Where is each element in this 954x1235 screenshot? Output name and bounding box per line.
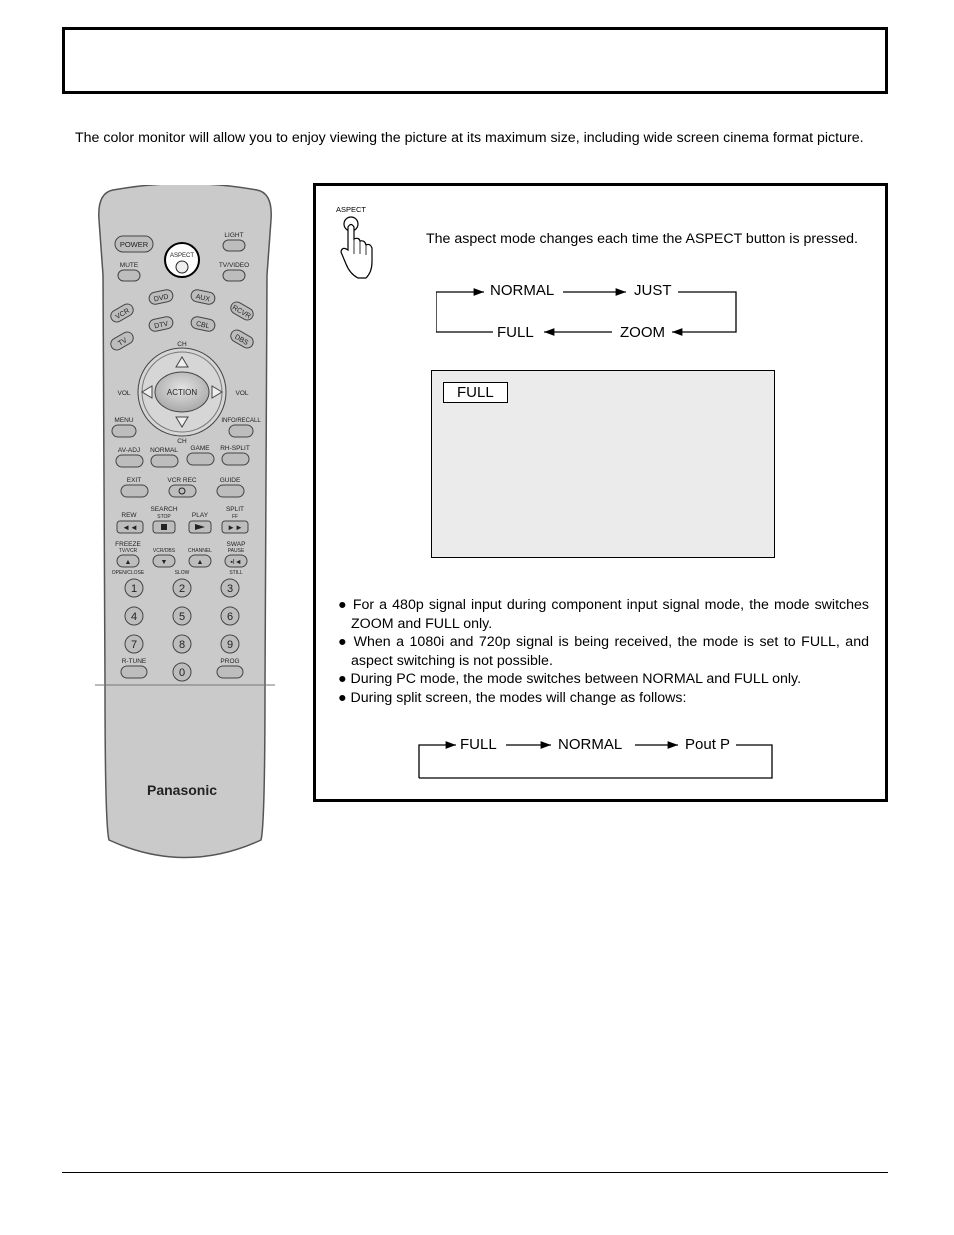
remote-control (85, 185, 285, 875)
mute-label: MUTE (119, 262, 139, 269)
menu-button[interactable] (112, 425, 136, 437)
ff-icon: ►► (227, 523, 243, 532)
light-label: LIGHT (224, 232, 244, 239)
game-label: GAME (190, 445, 210, 452)
note-text: For a 480p signal input during component input signal mode, the mode switches ZOOM and FULL only. (351, 597, 869, 632)
dbs-label: DBS (233, 333, 250, 347)
split-normal-label: NORMAL (558, 736, 623, 753)
digit-0-label: 0 (178, 667, 186, 679)
tv-label: TV (117, 337, 129, 348)
note-item: ● For a 480p signal input during component input signal mode, the mode switches ZOOM and FULL only. (338, 597, 869, 632)
stop-label: STOP (157, 514, 171, 520)
page-title-box (62, 27, 888, 94)
digit-6-label: 6 (226, 611, 234, 623)
split-label: SPLIT (225, 506, 245, 513)
game-button[interactable] (187, 453, 214, 465)
aspect-icon-label: ASPECT (336, 205, 367, 214)
open-close-label: OPEN/CLOSE (111, 570, 145, 576)
digit-8-label: 8 (178, 639, 186, 651)
channel-up-icon: ▲ (196, 559, 204, 566)
r-tune-button[interactable] (121, 666, 147, 678)
vcr-rec-button[interactable] (169, 485, 196, 497)
brand-logo: Panasonic (146, 782, 218, 798)
aspect-button[interactable] (176, 261, 188, 273)
tv-video-label: TV/VIDEO (218, 262, 250, 269)
note-text: During PC mode, the mode switches between NORMAL and FULL only. (350, 671, 802, 687)
search-label: SEARCH (150, 506, 178, 513)
note-item: ● During split screen, the modes will change as follows: (338, 689, 687, 706)
ff-label: FF (231, 514, 239, 520)
note-text: When a 1080i and 720p signal is being received, the mode is set to FULL, and aspect switching is not possible. (351, 634, 869, 669)
action-label: ACTION (166, 388, 198, 397)
cycle-full-label: FULL (497, 324, 534, 341)
normal-label: NORMAL (150, 447, 178, 454)
menu-label: MENU (114, 417, 134, 424)
cycle-just-label: JUST (634, 282, 672, 299)
av-adj-button[interactable] (116, 455, 143, 467)
digit-4-label: 4 (130, 611, 138, 623)
intro-text: The color monitor will allow you to enjoy viewing the picture at its maximum size, including wide screen cinema format picture. (75, 130, 864, 146)
prog-button[interactable] (217, 666, 243, 678)
vcr-label: VCR (114, 307, 131, 322)
screen-preview (431, 370, 775, 558)
cycle-normal-label: NORMAL (490, 282, 555, 299)
aspect-label: ASPECT (169, 253, 195, 259)
rh-split-label: RH-SPLIT (220, 445, 250, 452)
swap-label: SWAP (226, 541, 246, 548)
pause-icon: ▪I◄ (230, 559, 242, 566)
hand-pressing-aspect-icon (332, 202, 392, 282)
play-label: PLAY (191, 512, 209, 519)
channel-label: CHANNEL (188, 548, 212, 554)
still-label: STILL (229, 570, 243, 576)
aspect-panel (313, 183, 888, 802)
slow-label: SLOW (174, 570, 190, 576)
prog-label: PROG (220, 658, 240, 665)
screen-mode-label: FULL (443, 382, 508, 403)
digit-3-label: 3 (226, 583, 234, 595)
tv-video-button[interactable] (223, 270, 245, 281)
tv-vcr-label: TV/VCR (118, 548, 138, 554)
digit-1-label: 1 (130, 583, 138, 595)
mode-cycle-diagram (436, 284, 746, 342)
digit-9-label: 9 (226, 639, 234, 651)
vol-right-label: VOL (235, 390, 249, 397)
bottom-rule (62, 1172, 888, 1173)
note-item: ● When a 1080i and 720p signal is being received, the mode is set to FULL, and aspect switching is not possible. (338, 634, 869, 669)
av-adj-label: AV-ADJ (117, 447, 141, 454)
guide-button[interactable] (217, 485, 244, 497)
normal-button[interactable] (151, 455, 178, 467)
rh-split-button[interactable] (222, 453, 249, 465)
r-tune-label: R-TUNE (121, 658, 147, 665)
note-text: During split screen, the modes will change as follows: (350, 689, 687, 706)
aspect-description: The aspect mode changes each time the ASPECT button is pressed. (426, 231, 858, 247)
cycle-zoom-label: ZOOM (620, 324, 665, 341)
light-button[interactable] (223, 240, 245, 251)
ch-bottom-label: CH (177, 438, 187, 445)
vcr-dbs-label: VCR/DBS (152, 548, 176, 554)
vcr-rec-label: VCR REC (167, 477, 197, 484)
rew-icon: ◄◄ (122, 523, 138, 532)
digit-5-label: 5 (178, 611, 186, 623)
pause-label: PAUSE (227, 548, 245, 554)
notes-list (336, 596, 869, 707)
note-item: ● During PC mode, the mode switches between NORMAL and FULL only. (338, 671, 802, 687)
power-label: POWER (119, 240, 149, 249)
channel-down-icon: ▼ (160, 559, 168, 566)
rew-label: REW (121, 512, 137, 519)
eject-icon: ▲ (124, 559, 132, 566)
ch-top-label: CH (177, 341, 187, 348)
exit-label: EXIT (126, 477, 142, 484)
freeze-label: FREEZE (115, 541, 141, 548)
dvd-label: DVD (153, 293, 170, 304)
digit-7-label: 7 (130, 639, 138, 651)
info-recall-label: INFO/RECALL (221, 418, 261, 424)
cbl-label: CBL (195, 320, 211, 331)
info-recall-button[interactable] (229, 425, 253, 437)
aux-label: AUX (194, 293, 211, 304)
split-full-label: FULL (460, 736, 497, 753)
digit-2-label: 2 (178, 583, 186, 595)
stop-icon (161, 524, 167, 530)
rcvr-label: RCVR (230, 304, 252, 321)
mute-button[interactable] (118, 270, 140, 281)
dtv-label: DTV (153, 320, 169, 331)
exit-button[interactable] (121, 485, 148, 497)
guide-label: GUIDE (219, 477, 241, 484)
split-pout-label: Pout P (685, 736, 731, 753)
vol-left-label: VOL (117, 390, 131, 397)
